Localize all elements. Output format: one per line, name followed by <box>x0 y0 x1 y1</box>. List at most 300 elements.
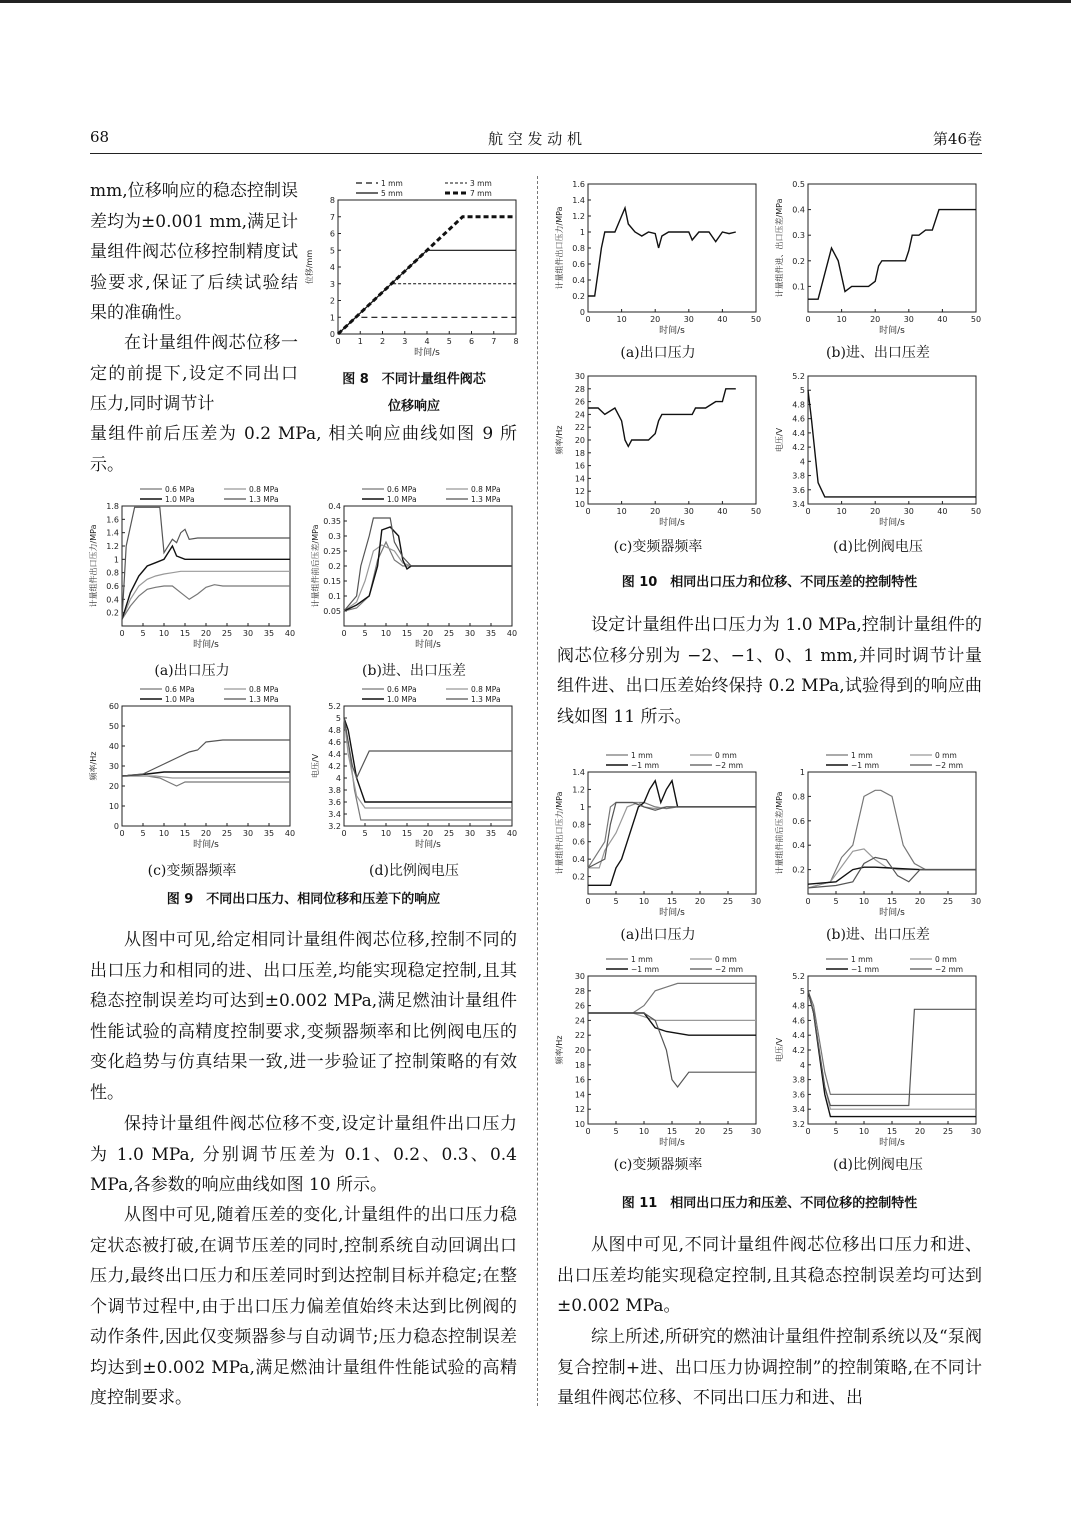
y-tick-label: 5.2 <box>792 972 805 981</box>
series-line <box>588 983 756 1013</box>
y-tick-label: 3.6 <box>328 798 341 807</box>
x-tick-label: 15 <box>886 1127 898 1136</box>
y-tick-label: 0.6 <box>792 816 805 826</box>
legend-entry: 1.3 MPa <box>471 495 501 504</box>
x-tick-label: 40 <box>284 829 296 838</box>
y-tick-label: 4 <box>799 1060 805 1070</box>
y-tick-label: 4.6 <box>792 414 805 424</box>
x-axis-label: 时间/s <box>415 840 441 850</box>
y-tick-label: 3.2 <box>792 1120 805 1129</box>
legend-entry: 1.3 MPa <box>471 695 501 704</box>
x-tick-label: 35 <box>485 629 497 638</box>
paragraph-right-2: 从图中可见,不同计量组件阀芯位移出口压力和进、出口压差均能实现稳定控制,且其稳态控制误差均可达到±0.002 MPa。 <box>557 1235 982 1316</box>
x-axis-label: 时间/s <box>879 908 905 918</box>
y-tick-label: 4.6 <box>328 738 341 747</box>
y-tick-label: 0.5 <box>792 180 805 189</box>
figure-9a-chart <box>86 482 298 650</box>
series-line <box>808 991 976 1106</box>
y-tick-label: 3.8 <box>328 786 341 795</box>
legend-entry: 0 mm <box>935 751 957 760</box>
x-tick-label: 50 <box>970 315 982 324</box>
y-tick-label: 1.2 <box>572 212 585 221</box>
y-tick-label: 0.6 <box>572 837 585 847</box>
figure-10b-label: (b)进、出口压差 <box>826 345 930 361</box>
x-tick-label: 25 <box>942 1127 954 1136</box>
figure-9d-chart <box>308 682 520 850</box>
series-line <box>122 546 290 619</box>
x-tick-label: 15 <box>179 829 191 838</box>
figure-9-caption: 图 9 不同出口压力、相同位移和压差下的响应 <box>166 892 441 907</box>
plot-frame <box>338 200 516 334</box>
y-tick-label: 7 <box>329 212 335 222</box>
y-tick-label: 5.2 <box>792 372 805 381</box>
x-axis-label: 时间/s <box>659 518 685 528</box>
x-tick-label: 30 <box>970 1127 982 1136</box>
paragraph-left-3: 从图中可见,给定相同计量组件阀芯位移,控制不同的出口压力和相同的进、出口压差,均能实现稳定控制,且其稳态控制误差均可达到±0.002 MPa,满足燃油计量组件性能试验的高精度控制要求,变频器频率和比例阀电压的变化趋势与仿真结果一致,进一步验证了控制策略的有效性。 <box>90 930 517 1103</box>
y-tick-label: 2 <box>329 296 335 306</box>
journal-title: 航 空 发 动 机 <box>487 130 583 148</box>
y-tick-label: 5.2 <box>328 702 341 711</box>
x-tick-label: 40 <box>506 829 518 838</box>
y-axis-label: 计量组件出口压力/MPa <box>555 206 564 290</box>
legend-entry: 0.6 MPa <box>387 485 417 494</box>
figure-11c-chart <box>552 952 764 1148</box>
y-tick-label: 4.4 <box>792 428 805 438</box>
y-tick-label: 0.2 <box>792 865 805 875</box>
x-tick-label: 30 <box>464 829 476 838</box>
figure-10c-label: (c)变频器频率 <box>613 539 703 555</box>
series-line <box>808 210 976 300</box>
y-tick-label: 0 <box>113 822 119 831</box>
x-tick-label: 0 <box>119 629 125 638</box>
x-tick-label: 50 <box>750 315 762 324</box>
x-tick-label: 30 <box>903 315 914 324</box>
x-tick-label: 0 <box>805 1127 811 1136</box>
x-axis-label: 时间/s <box>193 840 219 850</box>
y-tick-label: 4 <box>799 457 805 467</box>
figure-11d-label: (d)比例阀电压 <box>833 1157 923 1173</box>
y-tick-label: 0.05 <box>323 607 341 616</box>
y-tick-label: 10 <box>574 500 585 509</box>
y-tick-label: 0.2 <box>106 608 119 618</box>
legend-entry: 0.6 MPa <box>387 685 417 694</box>
y-tick-label: 1.2 <box>572 785 585 795</box>
x-tick-label: 0 <box>335 337 341 346</box>
x-tick-label: 20 <box>914 897 926 906</box>
series-line <box>588 1013 756 1087</box>
x-tick-label: 20 <box>650 507 661 516</box>
y-tick-label: 4.8 <box>792 400 805 410</box>
x-tick-label: 20 <box>694 897 706 906</box>
x-tick-label: 10 <box>380 829 392 838</box>
x-tick-label: 20 <box>200 629 212 638</box>
plot-frame <box>588 184 756 312</box>
figure-9a-label: (a)出口压力 <box>154 663 230 679</box>
x-tick-label: 0 <box>805 897 811 906</box>
series-line <box>122 571 290 619</box>
x-tick-label: 0 <box>119 829 125 838</box>
x-tick-label: 30 <box>242 829 254 838</box>
y-tick-label: 20 <box>574 1046 585 1055</box>
paragraph-left-4: 保持计量组件阀芯位移不变,设定计量组件出口压力为 1.0 MPa, 分别调节压差为 0.1、0.2、0.3、0.4 MPa,各参数的响应曲线如图 10 所示。 <box>90 1114 517 1195</box>
y-tick-label: 3.8 <box>792 1075 805 1085</box>
x-tick-label: 20 <box>422 829 434 838</box>
y-tick-label: 3.4 <box>328 810 341 819</box>
y-tick-label: 1.4 <box>572 196 585 205</box>
x-tick-label: 0 <box>585 897 591 906</box>
series-line <box>808 390 976 497</box>
x-tick-label: 20 <box>870 315 881 324</box>
legend-entry: 1 mm <box>381 179 403 188</box>
y-tick-label: 50 <box>108 722 119 731</box>
x-tick-label: 25 <box>221 629 233 638</box>
legend-entry: −1 mm <box>631 761 660 770</box>
legend-entry: 0 mm <box>715 751 737 760</box>
y-tick-label: 40 <box>108 742 119 751</box>
y-tick-label: 22 <box>574 1031 585 1041</box>
paragraph-right-1: 设定计量组件出口压力为 1.0 MPa,控制计量组件的阀芯位移分别为 −2、−1、0、1 mm,并同时调节计量组件进、出口压差始终保持 0.2 MPa,试验得到的响应曲线如图 11 所示。 <box>557 615 982 727</box>
figure-11b-chart <box>772 748 984 918</box>
y-axis-label: 频率/Hz <box>555 425 564 455</box>
legend-entry: 1.0 MPa <box>387 695 417 704</box>
x-tick-label: 40 <box>937 507 948 516</box>
y-tick-label: 8 <box>329 196 335 205</box>
figure-11a-label: (a)出口压力 <box>620 927 696 943</box>
y-axis-label: 电压/V <box>311 753 320 779</box>
y-tick-label: 0.3 <box>328 532 341 541</box>
y-tick-label: 5 <box>335 714 341 723</box>
y-tick-label: 16 <box>574 461 585 471</box>
y-tick-label: 28 <box>574 384 585 394</box>
y-tick-label: 6 <box>329 229 335 239</box>
x-tick-label: 5 <box>362 829 368 838</box>
x-tick-label: 5 <box>446 337 452 346</box>
x-tick-label: 10 <box>638 1127 650 1136</box>
y-tick-label: 0.6 <box>572 260 585 269</box>
y-tick-label: 3.6 <box>792 1090 805 1100</box>
y-axis-label: 频率/Hz <box>555 1035 564 1065</box>
x-tick-label: 10 <box>836 507 847 516</box>
y-tick-label: 26 <box>574 397 585 407</box>
figure-9d-label: (d)比例阀电压 <box>369 863 459 879</box>
y-tick-label: 3.4 <box>792 500 805 509</box>
x-tick-label: 15 <box>886 897 898 906</box>
y-tick-label: 16 <box>574 1075 585 1085</box>
series-line <box>588 1013 756 1035</box>
y-tick-label: 60 <box>108 702 119 711</box>
y-axis-label: 电压/V <box>775 427 784 453</box>
x-tick-label: 2 <box>379 337 386 346</box>
x-tick-label: 3 <box>402 337 408 346</box>
x-tick-label: 40 <box>506 629 518 638</box>
y-tick-label: 10 <box>108 802 119 811</box>
y-tick-label: 0.4 <box>328 502 341 511</box>
figure-10-caption: 图 10 相同出口压力和位移、不同压差的控制特性 <box>621 575 918 590</box>
series-line <box>808 857 976 888</box>
series-line <box>344 542 512 611</box>
x-tick-label: 40 <box>284 629 296 638</box>
y-tick-label: 24 <box>574 410 585 420</box>
y-tick-label: 4 <box>329 263 335 272</box>
x-axis-label: 时间/s <box>415 640 441 650</box>
y-tick-label: 30 <box>108 762 119 771</box>
y-axis-label: 电压/V <box>775 1037 784 1063</box>
figure-10b-chart <box>772 176 984 336</box>
legend-entry: 3 mm <box>470 179 492 188</box>
y-tick-label: 0.2 <box>328 562 341 571</box>
x-tick-label: 5 <box>140 629 146 638</box>
x-tick-label: 5 <box>613 1127 619 1136</box>
x-tick-label: 5 <box>833 897 839 906</box>
y-tick-label: 4.4 <box>792 1031 805 1041</box>
x-tick-label: 10 <box>858 897 870 906</box>
figure-11a-chart <box>552 748 764 918</box>
figure-11d-chart <box>772 952 984 1148</box>
y-axis-label: 计量组件出口压力/MPa <box>89 524 98 608</box>
y-tick-label: 4.2 <box>792 1046 805 1055</box>
legend-entry: 1 mm <box>631 955 653 964</box>
legend-entry: 0.8 MPa <box>471 685 501 694</box>
y-tick-label: 30 <box>574 972 585 981</box>
y-axis-label: 位移/mm <box>305 249 314 285</box>
y-tick-label: 4.2 <box>792 443 805 453</box>
y-tick-label: 20 <box>574 436 585 445</box>
y-axis-label: 计量组件前后压差/MPa <box>775 791 784 875</box>
x-tick-label: 20 <box>422 629 434 638</box>
x-tick-label: 1 <box>357 337 363 346</box>
top-rule <box>0 0 1071 3</box>
y-tick-label: 18 <box>574 448 585 458</box>
legend-entry: 1.0 MPa <box>387 495 417 504</box>
x-tick-label: 15 <box>666 897 678 906</box>
series-line <box>122 585 290 620</box>
y-tick-label: 1 <box>579 228 585 237</box>
x-tick-label: 0 <box>585 1127 591 1136</box>
legend-entry: 1 mm <box>851 955 873 964</box>
series-line <box>344 718 512 820</box>
y-tick-label: 12 <box>574 1105 585 1115</box>
plot-frame <box>588 976 756 1124</box>
figure-11-caption: 图 11 相同出口压力和压差、不同位移的控制特性 <box>621 1196 918 1211</box>
y-tick-label: 4.2 <box>328 762 341 771</box>
legend-entry: −1 mm <box>631 965 660 974</box>
x-tick-label: 0 <box>585 315 591 324</box>
y-tick-label: 3 <box>329 279 335 289</box>
series-line <box>808 991 976 1109</box>
series-line <box>588 389 736 447</box>
x-tick-label: 40 <box>717 315 728 324</box>
y-axis-label: 计量组件前后压差/MPa <box>311 524 320 608</box>
x-tick-label: 30 <box>750 1127 762 1136</box>
paragraph-left-5: 从图中可见,随着压差的变化,计量组件的出口压力稳定状态被打破,在调节压差的同时,控制系统自动回调出口压力,最终出口压力和压差同时到达控制目标并稳定;在整个调节过程中,由于出口压力偏差值始终未达到比例阀的动作条件,因此仅变频器参与自动调节;压力稳态控制误差均达到±0.002 MPa,满足燃油计量组件性能试验的高精度控制要求。 <box>90 1205 517 1408</box>
y-tick-label: 0.25 <box>323 547 341 556</box>
legend-entry: 0.8 MPa <box>249 485 279 494</box>
x-tick-label: 25 <box>443 629 455 638</box>
x-tick-label: 10 <box>158 629 170 638</box>
y-tick-label: 1.2 <box>106 542 119 551</box>
y-tick-label: 0.1 <box>328 592 341 601</box>
x-tick-label: 0 <box>805 315 811 324</box>
x-tick-label: 30 <box>464 629 476 638</box>
y-tick-label: 4 <box>335 774 341 783</box>
x-tick-label: 15 <box>666 1127 678 1136</box>
legend-entry: −2 mm <box>935 761 964 770</box>
x-tick-label: 30 <box>750 897 762 906</box>
y-tick-label: 0.2 <box>572 292 585 301</box>
x-tick-label: 20 <box>650 315 661 324</box>
x-tick-label: 30 <box>683 315 694 324</box>
series-line <box>588 803 756 868</box>
y-tick-label: 0.6 <box>106 582 119 591</box>
figure-8-caption-line2: 位移响应 <box>387 399 440 414</box>
y-tick-label: 1.8 <box>106 502 119 511</box>
x-tick-label: 35 <box>263 629 275 638</box>
x-tick-label: 30 <box>683 507 694 516</box>
series-line <box>122 776 290 778</box>
y-tick-label: 5 <box>799 386 805 396</box>
y-tick-label: 24 <box>574 1016 585 1026</box>
y-tick-label: 0.8 <box>792 792 805 802</box>
x-tick-label: 0 <box>805 507 811 516</box>
figure-9b-label: (b)进、出口压差 <box>362 663 466 679</box>
y-tick-label: 3.2 <box>328 822 341 831</box>
x-tick-label: 10 <box>836 315 847 324</box>
y-tick-label: 4.8 <box>328 726 341 735</box>
x-tick-label: 15 <box>401 629 413 638</box>
series-line <box>122 507 290 619</box>
x-tick-label: 4 <box>424 337 430 346</box>
x-tick-label: 5 <box>833 1127 839 1136</box>
y-tick-label: 10 <box>574 1120 585 1129</box>
series-line <box>588 208 736 296</box>
y-tick-label: 0.1 <box>792 282 805 292</box>
x-tick-label: 35 <box>485 829 497 838</box>
x-tick-label: 20 <box>694 1127 706 1136</box>
x-axis-label: 时间/s <box>659 908 685 918</box>
y-tick-label: 3.6 <box>792 485 805 495</box>
y-tick-label: 1.6 <box>106 515 119 525</box>
legend-entry: 5 mm <box>381 189 403 198</box>
x-tick-label: 20 <box>870 507 881 516</box>
x-tick-label: 15 <box>179 629 191 638</box>
figure-10d-label: (d)比例阀电压 <box>833 539 923 555</box>
legend-entry: 1.0 MPa <box>165 695 195 704</box>
y-tick-label: 12 <box>574 487 585 497</box>
x-axis-label: 时间/s <box>659 326 685 336</box>
y-tick-label: 5 <box>329 246 335 256</box>
figure-9c-label: (c)变频器频率 <box>147 863 237 879</box>
y-tick-label: 1 <box>113 555 119 565</box>
legend-entry: −2 mm <box>715 965 744 974</box>
column-divider <box>537 176 538 1406</box>
legend-entry: 1 mm <box>631 751 653 760</box>
legend-entry: 0.8 MPa <box>249 685 279 694</box>
series-line <box>338 250 516 334</box>
y-tick-label: 1 <box>329 313 335 323</box>
y-tick-label: 4.6 <box>792 1016 805 1026</box>
y-axis-label: 频率/Hz <box>89 751 98 781</box>
legend-entry: 1.3 MPa <box>249 495 279 504</box>
figure-11b-label: (b)进、出口压差 <box>826 927 930 943</box>
y-tick-label: 1.4 <box>106 528 119 538</box>
paragraph-right-3: 综上所述,所研究的燃油计量组件控制系统以及“泵阀复合控制+进、出口压力协调控制”的控制策略,在不同计量组件阀芯位移、不同出口压力和进、出 <box>557 1327 982 1408</box>
y-tick-label: 20 <box>108 782 119 791</box>
x-tick-label: 10 <box>858 1127 870 1136</box>
x-tick-label: 10 <box>616 507 627 516</box>
y-tick-label: 18 <box>574 1060 585 1070</box>
x-tick-label: 35 <box>263 829 275 838</box>
y-tick-label: 0.4 <box>792 205 805 215</box>
legend-entry: −2 mm <box>715 761 744 770</box>
x-tick-label: 5 <box>362 629 368 638</box>
series-line <box>344 718 512 802</box>
legend-entry: 1.3 MPa <box>249 695 279 704</box>
series-line <box>344 718 512 778</box>
y-tick-label: 26 <box>574 1001 585 1011</box>
x-tick-label: 30 <box>903 507 914 516</box>
legend-entry: 7 mm <box>470 189 492 198</box>
series-line <box>344 545 512 611</box>
figure-10d-chart <box>772 368 984 528</box>
series-line <box>122 740 290 776</box>
y-tick-label: 0.4 <box>792 841 805 851</box>
x-axis-label: 时间/s <box>879 1138 905 1148</box>
plot-frame <box>808 376 976 504</box>
header-rule <box>90 153 982 154</box>
figure-11c-label: (c)变频器频率 <box>613 1157 703 1173</box>
y-tick-label: 0.4 <box>572 855 585 865</box>
y-tick-label: 0.15 <box>323 577 341 586</box>
figure-9b-chart <box>308 482 520 650</box>
volume-label: 第46卷 <box>932 130 982 148</box>
legend-entry: 1 mm <box>851 751 873 760</box>
x-tick-label: 30 <box>242 629 254 638</box>
y-axis-label: 计量组件出口压力/MPa <box>555 791 564 875</box>
x-tick-label: 50 <box>750 507 762 516</box>
x-tick-label: 25 <box>722 1127 734 1136</box>
y-tick-label: 0.8 <box>572 820 585 830</box>
x-tick-label: 7 <box>491 337 497 346</box>
legend-entry: 0.6 MPa <box>165 485 195 494</box>
series-line <box>808 790 976 888</box>
series-line <box>338 217 516 334</box>
x-tick-label: 50 <box>970 507 982 516</box>
paragraph-left-2b: 量组件前后压差为 0.2 MPa, 相关响应曲线如图 9 所示。 <box>90 424 517 475</box>
legend-entry: 0 mm <box>935 955 957 964</box>
x-tick-label: 5 <box>613 897 619 906</box>
x-tick-label: 40 <box>937 315 948 324</box>
x-tick-label: 0 <box>341 829 347 838</box>
x-axis-label: 时间/s <box>414 348 440 358</box>
y-tick-label: 4.8 <box>792 1001 805 1011</box>
legend-entry: −1 mm <box>851 965 880 974</box>
x-axis-label: 时间/s <box>879 518 905 528</box>
legend-entry: 0 mm <box>715 955 737 964</box>
x-tick-label: 10 <box>616 315 627 324</box>
series-line <box>344 718 512 808</box>
x-axis-label: 时间/s <box>879 326 905 336</box>
x-tick-label: 25 <box>443 829 455 838</box>
x-tick-label: 30 <box>970 897 982 906</box>
y-tick-label: 28 <box>574 986 585 996</box>
legend-entry: 0.8 MPa <box>471 485 501 494</box>
y-tick-label: 5 <box>799 986 805 996</box>
plot-frame <box>122 706 290 826</box>
x-tick-label: 0 <box>341 629 347 638</box>
x-axis-label: 时间/s <box>193 640 219 650</box>
figure-8-caption-line1: 图 8 不同计量组件阀芯 <box>342 372 486 387</box>
y-tick-label: 14 <box>574 1090 585 1100</box>
